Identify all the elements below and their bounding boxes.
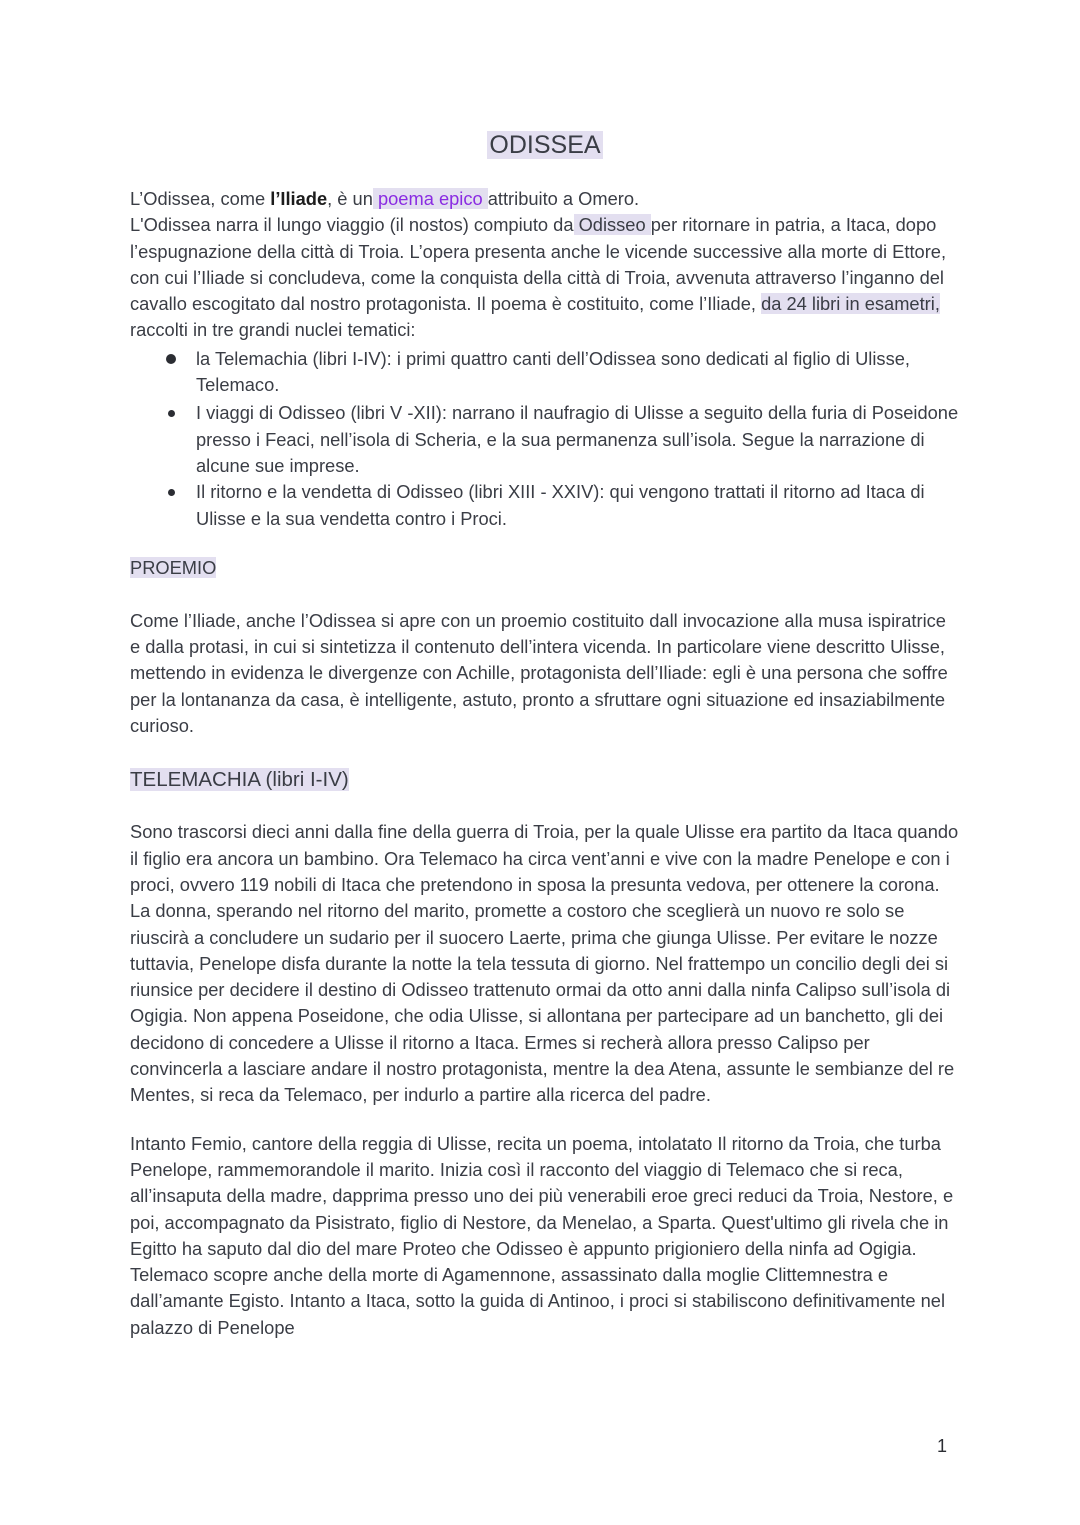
- bullet-icon: [166, 354, 176, 364]
- themes-list: [130, 346, 960, 532]
- list-item: [130, 400, 960, 479]
- telemachia-paragraph-1: Sono trascorsi dieci anni dalla fine della guerra di Troia, per la quale Ulisse era partito da Itaca quando il figlio era ancora un bambino. Ora Telemaco ha circa vent’anni e vive con la madre Penelope e con i proci, ovvero 119 nobili di Itaca che pretendono in sposa la presunta vedova, per ottenere la corona. La donna, sperando nel ritorno del marito, promette a costoro che sceglierà un nuovo re solo se riuscirà a concludere un sudario per il suocero Laerte, prima che giunga Ulisse. Per evitare le nozze tuttavia, Penelope disfa durante la notte la tela tessuta di giorno. Nel frattempo un concilio degli dei si riunsice per decidere il destino di Odisseo trattenuto ormai da otto anni dalla ninfa Calipso sull’isola di Ogigia. Non appena Poseidone, che odia Ulisse, si allontana per partecipare ad un banchetto, gli dei decidono di concedere a Ulisse il ritorno a Itaca. Ermes si recherà allora presso Calipso per convincerla a lasciare andare il nostro protagonista, mentre la dea Atena, assunte le sembianze del re Mentes, si reca da Telemaco, per indurlo a partire alla ricerca del padre.: [130, 821, 959, 1106]
- list-item: [130, 346, 960, 399]
- intro-text: per ritornare in patria, a Itaca, dopo l’espugnazione della città di Troia. L’opera presenta anche le vicende successive alla morte di Ettore, con cui l’Iliade si concludeva, come la conquista della città di Troia, avvenuta attraverso l’inganno del cavallo escogitato dal nostro protagonista. Il poema è costituito, come l’Iliade,: [130, 214, 947, 315]
- intro-text: attribuito a Omero.: [487, 188, 640, 209]
- paragraph-gap: [130, 1109, 960, 1131]
- title-text: ODISSEA: [489, 131, 601, 159]
- libri-highlight: da 24 libri in esametri,: [761, 293, 940, 315]
- intro-text: raccolti in tre grandi nuclei tematici:: [130, 319, 416, 341]
- list-item: [130, 479, 960, 532]
- document-page: [130, 128, 960, 1341]
- telemachia-heading: [130, 766, 960, 794]
- poema-epico-highlight: poema epico: [372, 188, 488, 209]
- proemio-heading-text: PROEMIO: [130, 556, 217, 578]
- proemio-heading: [130, 555, 960, 581]
- iliade-bold: l’Iliade: [270, 188, 328, 209]
- telemachia-heading-text: TELEMACHIA (libri I-IV): [130, 768, 349, 792]
- list-item-text: la Telemachia (libri I-IV): i primi quattro canti dell’Odissea sono dedicati al figlio di Ulisse, Telemaco.: [196, 347, 910, 396]
- page-number: 1: [936, 1436, 947, 1456]
- bullet-icon: [168, 410, 175, 417]
- intro-text: L’Odissea, come: [130, 188, 271, 209]
- intro-paragraph: [130, 186, 960, 344]
- intro-text: , è un: [327, 188, 373, 209]
- page-title: [130, 128, 960, 162]
- odisseo-highlight: Odisseo: [573, 214, 651, 236]
- list-item-text: I viaggi di Odisseo (libri V -XII): narrano il naufragio di Ulisse a seguito della furia di Poseidone presso i Feaci, nell’isola di Scheria, e la sua permanenza sull’isola. Segue la narrazione di alcune sue imprese.: [196, 402, 959, 476]
- telemachia-paragraph-2: Intanto Femio, cantore della reggia di Ulisse, recita un poema, intolatato Il ritorno da Troia, che turba Penelope, rammemorandole il marito. Inizia così il racconto del viaggio di Telemaco che si reca, all’insaputa della madre, dapprima presso uno dei più venerabili eroe greci reduci da Troia, Nestore, e poi, accompagnato da Pisistrato, figlio di Nestore, da Menelao, a Sparta. Quest'ultimo gli rivela che in Egitto ha saputo dal dio del mare Proteo che Odisseo è appunto prigioniero della ninfa ad Ogigia. Telemaco scopre anche della morte di Agamennone, assassinato dalla moglie Clittemnestra e dall’amante Egisto. Intanto a Itaca, sotto la guida di Antinoo, i proci si stabiliscono definitivamente nel palazzo di Penelope: [130, 1132, 954, 1338]
- proemio-paragraph: Come l’Iliade, anche l’Odissea si apre con un proemio costituito dall invocazione alla musa ispiratrice e dalla protasi, in cui si sintetizza il contenuto dell’intera vicenda. In particolare viene descritto Ulisse, mettendo in evidenza le divergenze con Achille, protagonista dell’Iliade: egli è una persona che soffre per la lontananza da casa, è intelligente, astuto, pronto a sfruttare ogni situazione ed insaziabilmente curioso.: [130, 609, 948, 737]
- intro-text: L'Odissea narra il lungo viaggio (il nostos) compiuto da: [130, 214, 574, 236]
- list-item-text: Il ritorno e la vendetta di Odisseo (libri XIII - XXIV): qui vengono trattati il ritorno ad Itaca di Ulisse e la sua vendetta contro i Proci.: [196, 481, 925, 529]
- bullet-icon: [168, 489, 175, 496]
